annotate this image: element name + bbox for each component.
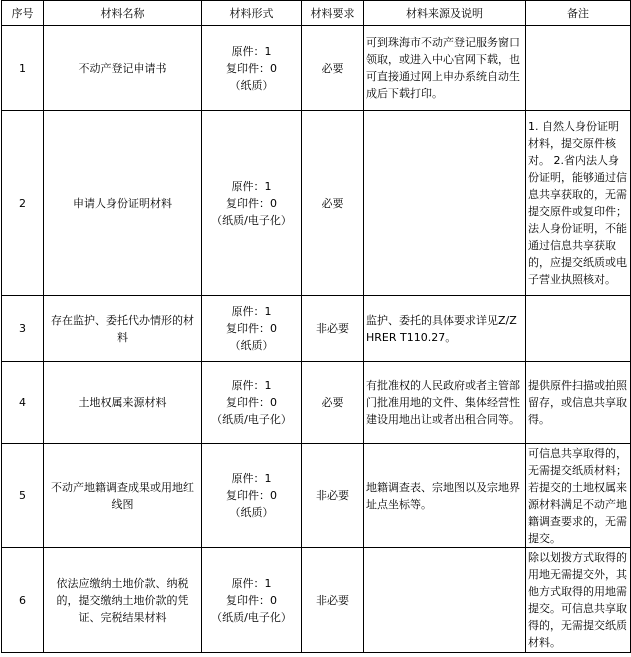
table-row: [2, 26, 631, 111]
form-medium: （纸质/电子化）: [211, 413, 292, 426]
row-number: 5: [2, 444, 44, 548]
material-remark: 除以划拨方式取得的用地无需提交外，其他方式取得的用地需提交。可信息共享取得的，无需提交纸质材料。: [526, 548, 631, 653]
header-requirement: 材料要求: [302, 1, 364, 26]
header-remark: 备注: [526, 1, 631, 26]
form-original: 原件：1: [231, 379, 272, 392]
form-medium: （纸质）: [229, 506, 274, 519]
material-name: 申请人身份证明材料: [44, 111, 202, 296]
table-row: [2, 296, 631, 362]
row-number: 1: [2, 26, 44, 111]
material-requirement: 必要: [302, 111, 364, 296]
row-number: 3: [2, 296, 44, 362]
material-remark: 提供原件扫描或拍照留存，或信息共享取得。: [526, 362, 631, 444]
material-remark: [526, 296, 631, 362]
form-medium: （纸质/电子化）: [211, 213, 292, 227]
material-requirement: 非必要: [302, 548, 364, 653]
form-original: 原件：1: [231, 305, 272, 318]
form-original: 原件：1: [231, 472, 272, 485]
material-form: [202, 362, 302, 444]
row-number: 2: [2, 111, 44, 296]
material-requirement: 必要: [302, 26, 364, 111]
header-no: 序号: [2, 1, 44, 26]
table-row: [2, 111, 631, 296]
table-row: [2, 362, 631, 444]
material-form: [202, 111, 302, 296]
form-copy: 复印件：0: [226, 61, 277, 75]
material-form: [202, 26, 302, 111]
form-medium: （纸质）: [229, 78, 274, 92]
header-form: 材料形式: [202, 1, 302, 26]
materials-table: [1, 0, 631, 653]
material-source: 可到珠海市不动产登记服务窗口领取，或进入中心官网下载，也可直接通过网上申办系统自动生成后下载打印。: [364, 26, 526, 111]
material-source: [364, 111, 526, 296]
material-requirement: 必要: [302, 362, 364, 444]
material-source: 有批准权的人民政府或者主管部门批准用地的文件、集体经营性建设用地出让或者出租合同等。: [364, 362, 526, 444]
material-form: [202, 444, 302, 548]
material-remark: [526, 26, 631, 111]
material-source: [364, 548, 526, 653]
table-row: [2, 444, 631, 548]
form-copy: 复印件：0: [226, 196, 277, 210]
row-number: 6: [2, 548, 44, 653]
form-original: 原件：1: [231, 179, 272, 193]
material-remark: 可信息共享取得的，无需提交纸质材料；若提交的土地权属来源材料满足不动产地籍调查要求的，无需提交。: [526, 444, 631, 548]
table-row: [2, 548, 631, 653]
material-name: 不动产地籍调查成果或用地红线图: [44, 444, 202, 548]
material-source: 监护、委托的具体要求详见Z/ZHRER T110.27。: [364, 296, 526, 362]
header-source: 材料来源及说明: [364, 1, 526, 26]
header-row: [2, 1, 631, 26]
header-name: 材料名称: [44, 1, 202, 26]
material-name: 不动产登记申请书: [44, 26, 202, 111]
material-form: [202, 548, 302, 653]
material-remark: 1. 自然人身份证明材料，提交原件核对。 2.省内法人身份证明，能够通过信息共享获取的，无需提交原件或复印件；法人身份证明，不能通过信息共享获取的，应提交纸质或电子营业执照核对。: [526, 111, 631, 296]
material-source: 地籍调查表、宗地图以及宗地界址点坐标等。: [364, 444, 526, 548]
form-original: 原件：1: [231, 576, 272, 590]
material-requirement: 非必要: [302, 296, 364, 362]
form-medium: （纸质）: [229, 339, 274, 352]
form-copy: 复印件：0: [226, 322, 277, 335]
row-number: 4: [2, 362, 44, 444]
material-name: 依法应缴纳土地价款、纳税的，提交缴纳土地价款的凭证、完税结果材料: [44, 548, 202, 653]
material-name: 土地权属来源材料: [44, 362, 202, 444]
form-copy: 复印件：0: [226, 489, 277, 502]
form-copy: 复印件：0: [226, 396, 277, 409]
material-name: 存在监护、委托代办情形的材料: [44, 296, 202, 362]
form-original: 原件：1: [231, 44, 272, 58]
form-copy: 复印件：0: [226, 593, 277, 607]
material-requirement: 非必要: [302, 444, 364, 548]
form-medium: （纸质/电子化）: [211, 610, 292, 624]
material-form: [202, 296, 302, 362]
